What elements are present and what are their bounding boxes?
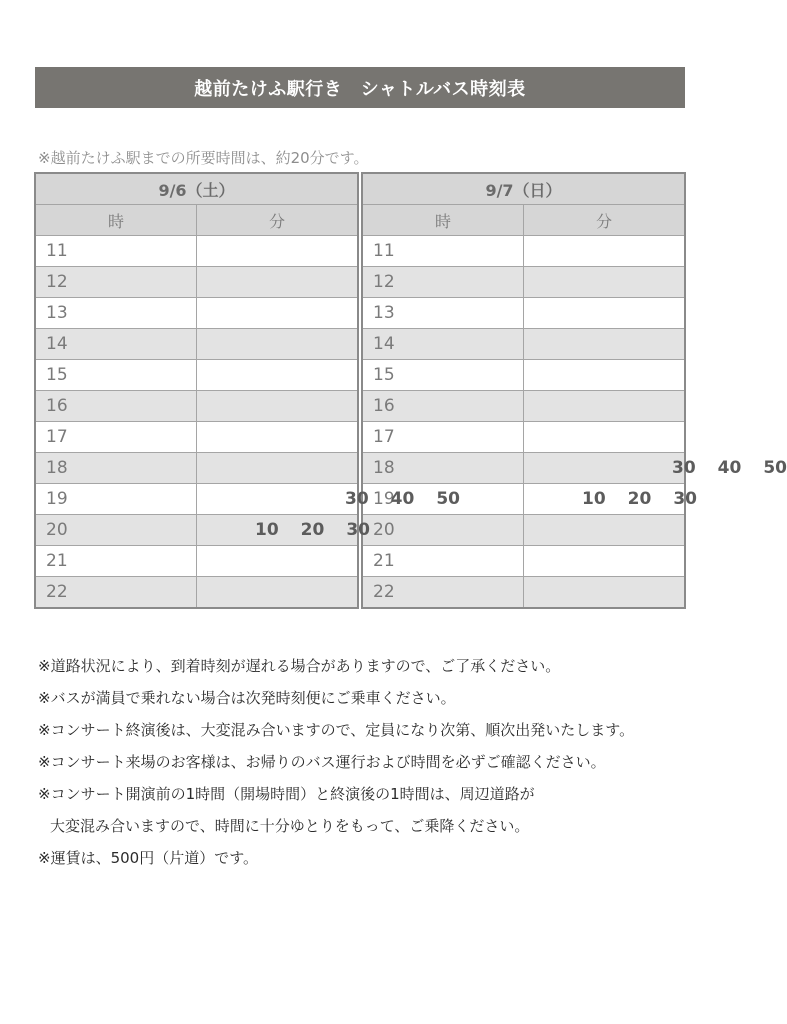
hour-cell: 18 bbox=[35, 453, 197, 484]
departure-minute: 20 bbox=[300, 520, 325, 540]
page-title: 越前たけふ駅行き シャトルバス時刻表 bbox=[35, 67, 685, 108]
table-row bbox=[362, 267, 685, 298]
timetable-sun bbox=[361, 172, 787, 609]
minutes-cell bbox=[197, 236, 359, 267]
departure-minute: 50 bbox=[436, 489, 461, 509]
hour-cell: 22 bbox=[362, 577, 524, 609]
minute-column-header: 分 bbox=[197, 205, 359, 236]
hour-column-header: 時 bbox=[362, 205, 524, 236]
table-row bbox=[362, 236, 685, 267]
hour-cell: 20 bbox=[362, 515, 524, 546]
table-row bbox=[362, 577, 685, 609]
minutes-cell bbox=[524, 329, 686, 360]
travel-time-note: ※越前たけふ駅までの所要時間は、約20分です。 bbox=[38, 149, 369, 167]
hour-cell: 15 bbox=[362, 360, 524, 391]
departure-minute: 40 bbox=[717, 458, 742, 478]
note-item: ※道路状況により、到着時刻が遅れる場合がありますので、ご了承ください。 bbox=[38, 657, 561, 675]
minutes-cell bbox=[524, 515, 686, 546]
hour-cell: 17 bbox=[35, 422, 197, 453]
table-row bbox=[362, 422, 685, 453]
hour-cell: 12 bbox=[362, 267, 524, 298]
hour-cell: 16 bbox=[362, 391, 524, 422]
table-row bbox=[362, 360, 685, 391]
departure-minute: 30 bbox=[672, 458, 696, 478]
hour-cell: 22 bbox=[35, 577, 197, 609]
minutes-cell bbox=[524, 391, 686, 422]
minutes-cell bbox=[524, 484, 698, 515]
note-item: ※バスが満員で乗れない場合は次発時刻便にご乗車ください。 bbox=[38, 689, 456, 707]
hour-cell: 20 bbox=[35, 515, 197, 546]
table-row bbox=[35, 577, 358, 609]
table-row bbox=[362, 298, 685, 329]
departure-minute: 50 bbox=[763, 458, 787, 478]
note-item: ※コンサート開演前の1時間（開場時間）と終演後の1時間は、周辺道路が bbox=[38, 785, 535, 803]
departure-minute: 10 bbox=[255, 520, 279, 540]
hour-cell: 19 bbox=[35, 484, 197, 515]
table-row bbox=[35, 267, 358, 298]
note-item: 大変混み合いますので、時間に十分ゆとりをもって、ご乗降ください。 bbox=[50, 817, 530, 835]
departure-minute: 10 bbox=[582, 489, 606, 509]
departure-minute: 30 bbox=[345, 489, 369, 509]
minutes-cell bbox=[197, 360, 359, 391]
minutes-cell bbox=[197, 422, 359, 453]
hour-cell: 19 bbox=[362, 484, 524, 515]
minutes-cell bbox=[197, 515, 371, 546]
hour-column-header: 時 bbox=[35, 205, 197, 236]
minutes-cell bbox=[524, 577, 686, 609]
table-row bbox=[35, 422, 358, 453]
minutes-cell bbox=[524, 453, 787, 484]
minutes-cell bbox=[197, 298, 359, 329]
minute-column-header: 分 bbox=[524, 205, 686, 236]
table-row bbox=[35, 515, 358, 546]
hour-cell: 13 bbox=[35, 298, 197, 329]
hour-cell: 15 bbox=[35, 360, 197, 391]
table-row bbox=[35, 546, 358, 577]
minutes-cell bbox=[197, 267, 359, 298]
table-row bbox=[35, 329, 358, 360]
table-row bbox=[35, 391, 358, 422]
table-row bbox=[362, 391, 685, 422]
minutes-cell bbox=[524, 546, 686, 577]
hour-cell: 21 bbox=[35, 546, 197, 577]
departure-minute: 30 bbox=[673, 489, 698, 509]
hour-cell: 17 bbox=[362, 422, 524, 453]
hour-cell: 14 bbox=[362, 329, 524, 360]
table-row bbox=[35, 298, 358, 329]
timetable-sat bbox=[34, 172, 461, 609]
hour-cell: 18 bbox=[362, 453, 524, 484]
minutes-cell bbox=[197, 577, 359, 609]
table-row bbox=[362, 546, 685, 577]
note-item: ※運賃は、500円（片道）です。 bbox=[38, 849, 259, 867]
minutes-cell bbox=[197, 329, 359, 360]
table-row bbox=[35, 453, 358, 484]
hour-cell: 12 bbox=[35, 267, 197, 298]
departure-minute: 20 bbox=[627, 489, 652, 509]
hour-cell: 11 bbox=[362, 236, 524, 267]
minutes-cell bbox=[197, 453, 359, 484]
table-row bbox=[35, 236, 358, 267]
minutes-cell bbox=[524, 267, 686, 298]
hour-cell: 14 bbox=[35, 329, 197, 360]
table-row bbox=[35, 360, 358, 391]
minutes-cell bbox=[197, 546, 359, 577]
departure-minute: 40 bbox=[390, 489, 415, 509]
day-header: 9/7（日） bbox=[362, 173, 685, 205]
hour-cell: 21 bbox=[362, 546, 524, 577]
notes-list bbox=[38, 655, 634, 879]
hour-cell: 13 bbox=[362, 298, 524, 329]
note-item: ※コンサート来場のお客様は、お帰りのバス運行および時間を必ずご確認ください。 bbox=[38, 753, 606, 771]
minutes-cell bbox=[524, 236, 686, 267]
table-row bbox=[35, 484, 358, 515]
table-row bbox=[362, 515, 685, 546]
minutes-cell bbox=[524, 422, 686, 453]
table-row bbox=[362, 329, 685, 360]
note-item: ※コンサート終演後は、大変混み合いますので、定員になり次第、順次出発いたします。 bbox=[38, 721, 635, 739]
minutes-cell bbox=[524, 298, 686, 329]
day-header: 9/6（土） bbox=[35, 173, 358, 205]
departure-minute: 30 bbox=[346, 520, 371, 540]
timetables bbox=[34, 172, 787, 609]
hour-cell: 16 bbox=[35, 391, 197, 422]
hour-cell: 11 bbox=[35, 236, 197, 267]
minutes-cell bbox=[524, 360, 686, 391]
minutes-cell bbox=[197, 391, 359, 422]
table-row bbox=[362, 453, 685, 484]
